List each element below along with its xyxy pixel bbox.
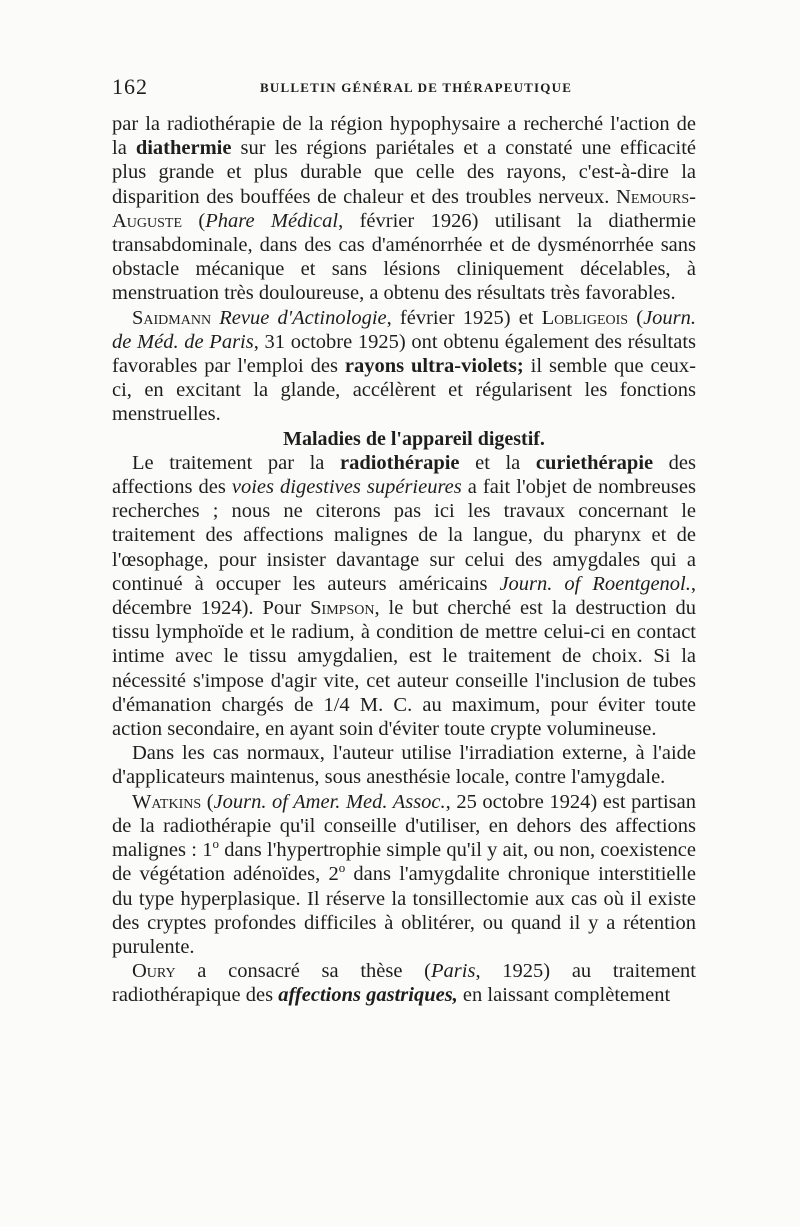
paragraph-watkins	[112, 790, 696, 959]
text-run: Le traitement par la	[132, 451, 340, 474]
text-run: et la	[459, 451, 536, 474]
paragraph-amygdales	[112, 451, 696, 741]
text-run: , 31 octobre 1925) ont obtenu également des résultats favorables par l'emploi des	[112, 330, 696, 378]
section-heading: Maladies de l'appareil digestif.	[283, 427, 545, 450]
text-run: , le but cherché est la destruction du tissu lymphoïde et le radium, à condition de mettre celui-ci en contact intime avec le tissu amygdalien, est le traitement de choix. Si la nécessité s'impose d'agir vite, cet auteur conseille l'inclusion de tubes d'émanation chargés de 1/4 M. C. au maximum, pour éviter toute action secondaire, en ayant soin d'éviter toute crypte volumineuse.	[112, 597, 696, 741]
paragraph-oury	[112, 959, 696, 1007]
text-run: , décembre 1924). Pour	[112, 572, 696, 620]
text-run: en laissant complètement	[457, 984, 671, 1007]
author-name: Nemours-Auguste	[112, 185, 696, 232]
text-run: dans l'hypertrophie simple qu'il y ait, ou non, coexistence de végétation adénoïdes, 2	[112, 839, 696, 886]
author-name: Lobligeois	[541, 306, 629, 329]
italic-term: Paris	[431, 960, 476, 983]
journal-title: Journ. of Roentgenol.	[499, 572, 691, 595]
article-body	[112, 112, 696, 1008]
text-run: a fait l'objet de nombreuses recherches ; nous ne citerons pas ici les travaux concernant le traitement des affections malignes de la langue, du pharynx et de l'œsophage, pour insister davantage sur celui des amygdales qui a continué à occuper les auteurs américains	[112, 476, 696, 595]
bold-term: curiethérapie	[535, 451, 654, 474]
running-title: BULLETIN GÉNÉRAL DE THÉRAPEUTIQUE	[260, 80, 573, 95]
author-name: Saidmann	[132, 306, 212, 329]
text-run: (	[201, 790, 214, 813]
paragraph-irradiation: Dans les cas normaux, l'auteur utilise l'irradiation externe, à l'aide d'applicateurs maintenus, sous anesthésie locale, contre l'amygdale.	[112, 742, 696, 789]
italic-term: voies digestives supérieures	[231, 476, 462, 499]
paragraph-ultra-violets	[112, 306, 696, 427]
author-name: Simpson	[310, 597, 375, 620]
text-run: , février 1926) utilisant la diathermie transabdominale, dans des cas d'aménorrhée et de dysménorrhée sans obstacle mécanique et sans lésions cliniquement décelables, à menstruation très douloureuse, a obtenu des résultats très favorables.	[112, 209, 696, 305]
author-name: Watkins	[132, 790, 202, 813]
text-run: (	[628, 306, 644, 329]
text-run: , février 1925) et	[386, 306, 542, 329]
journal-title: Journ. de Méd. de Paris	[112, 306, 697, 353]
italic-term: affections gastriques,	[278, 984, 458, 1007]
text-run: il semble que ceux-ci, en excitant la glande, accélèrent et régularisent les fonctions menstruelles.	[112, 355, 696, 426]
bold-term: radiothérapie	[339, 451, 460, 474]
journal-title: Revue d'Actinologie	[219, 306, 387, 329]
paragraph-diathermie	[112, 112, 696, 306]
text-run: des affections des	[112, 451, 697, 499]
journal-title: Phare Médical	[205, 209, 339, 232]
text-run: dans l'amygdalite chronique interstitielle du type hyperplasique. Il réserve la tonsillectomie aux cas où il existe des cryptes profondes difficiles à oblitérer, ou quand il y a rétention purulente.	[112, 863, 696, 958]
page-header	[112, 74, 696, 104]
ordinal-superscript: o	[212, 836, 219, 852]
page-number: 162	[112, 74, 148, 99]
author-name: Oury	[132, 960, 176, 983]
bold-term: rayons ultra-violets;	[344, 355, 524, 378]
text-run: a consacré sa thèse (	[175, 960, 432, 983]
text-run: (	[182, 209, 206, 232]
ordinal-superscript: o	[338, 860, 346, 876]
text-run: , 1925) au traitement radiothérapique des	[112, 960, 697, 1007]
text-run: , 25 octobre 1924) est partisan de la radiothérapie qu'il conseille d'utiliser, en dehors des affections malignes : 1	[112, 790, 697, 862]
text-run: sur les régions pariétales et a constaté une efficacité plus grande et plus durable que celle des rayons, c'est-à-dire la disparition des bouffées de chaleur et des troubles nerveux.	[112, 137, 696, 208]
text-run: par la radiothérapie de la région hypophysaire a recherché l'action de la	[112, 113, 696, 160]
bold-term: diathermie	[135, 137, 232, 160]
journal-title: Journ. of Amer. Med. Assoc.	[213, 790, 446, 813]
